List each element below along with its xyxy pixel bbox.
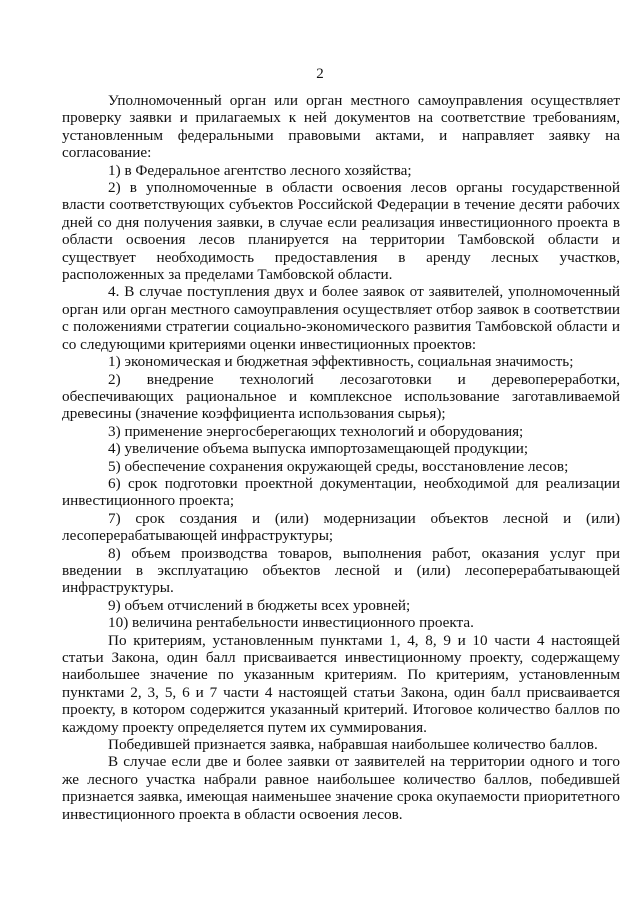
paragraph-section-4: 4. В случае поступления двух и более заявок от заявителей, уполномоченный орган или орган местного самоуправления осуществляет отбор заявок в соответствии с положениями стратегии социально-экономического развития Тамбовской области и со следующими критериями оценки инвестиционных проектов: [62, 283, 620, 353]
document-body [62, 92, 620, 823]
list-item: 5) обеспечение сохранения окружающей среды, восстановление лесов; [108, 457, 569, 475]
paragraph-winner: Победившей признается заявка, набравшая наибольшее количество баллов. [108, 736, 598, 754]
paragraph-scoring: По критериям, установленным пунктами 1, 4, 8, 9 и 10 части 4 настоящей статьи Закона, один балл присваивается инвестиционному проекту, содержащему наибольшее значение по указанным критериям. По критериям, установленным пунктами 2, 3, 5, 6 и 7 части 4 настоящей статьи Закона, один балл присваивается проекту, в котором содержится указанный критерий. Итоговое количество баллов по каждому проекту определяется путем их суммирования. [62, 631, 620, 736]
list-item: 1) экономическая и бюджетная эффективность, социальная значимость; [108, 353, 574, 371]
list-item: 6) срок подготовки проектной документации, необходимой для реализации инвестиционного проекта; [62, 474, 620, 510]
list-item: 9) объем отчислений в бюджеты всех уровней; [108, 596, 411, 614]
list-item: 10) величина рентабельности инвестиционного проекта. [108, 614, 474, 632]
paragraph-tie-break: В случае если две и более заявки от заявителей на территории одного и того же лесного участка набрали равное наибольшее количество баллов, победившей признается заявка, имеющая наименьшее значение срока окупаемости приоритетного инвестиционного проекта в области освоения лесов. [62, 753, 620, 823]
list-item: 3) применение энергосберегающих технологий и оборудования; [108, 422, 524, 440]
list-item: 4) увеличение объема выпуска импортозамещающей продукции; [108, 440, 529, 458]
page-number: 2 [316, 66, 324, 82]
list-item: 8) объем производства товаров, выполнения работ, оказания услуг при введении в эксплуатацию объектов лесной и (или) лесоперерабатывающей инфраструктуры. [62, 544, 620, 597]
list-item: 2) в уполномоченные в области освоения лесов органы государственной власти соответствующих субъектов Российской Федерации в течение десяти рабочих дней со дня получения заявки, в случае если реализация инвестиционного проекта в области освоения лесов планируется на территории Тамбовской области и существует необходимость предоставления в аренду лесных участков, расположенных за пределами Тамбовской области. [62, 179, 620, 284]
list-item: 7) срок создания и (или) модернизации объектов лесной и (или) лесоперерабатывающей инфраструктуры; [62, 509, 620, 545]
list-item: 1) в Федеральное агентство лесного хозяйства; [108, 161, 412, 179]
paragraph-intro: Уполномоченный орган или орган местного самоуправления осуществляет проверку заявки и прилагаемых к ней документов на соответствие требованиям, установленным федеральными правовыми актами, и направляет заявку на согласование: [62, 92, 620, 162]
list-item: 2) внедрение технологий лесозаготовки и деревопереработки, обеспечивающих рациональное и комплексное использование заготавливаемой древесины (значение коэффициента использования сырья); [62, 370, 620, 423]
